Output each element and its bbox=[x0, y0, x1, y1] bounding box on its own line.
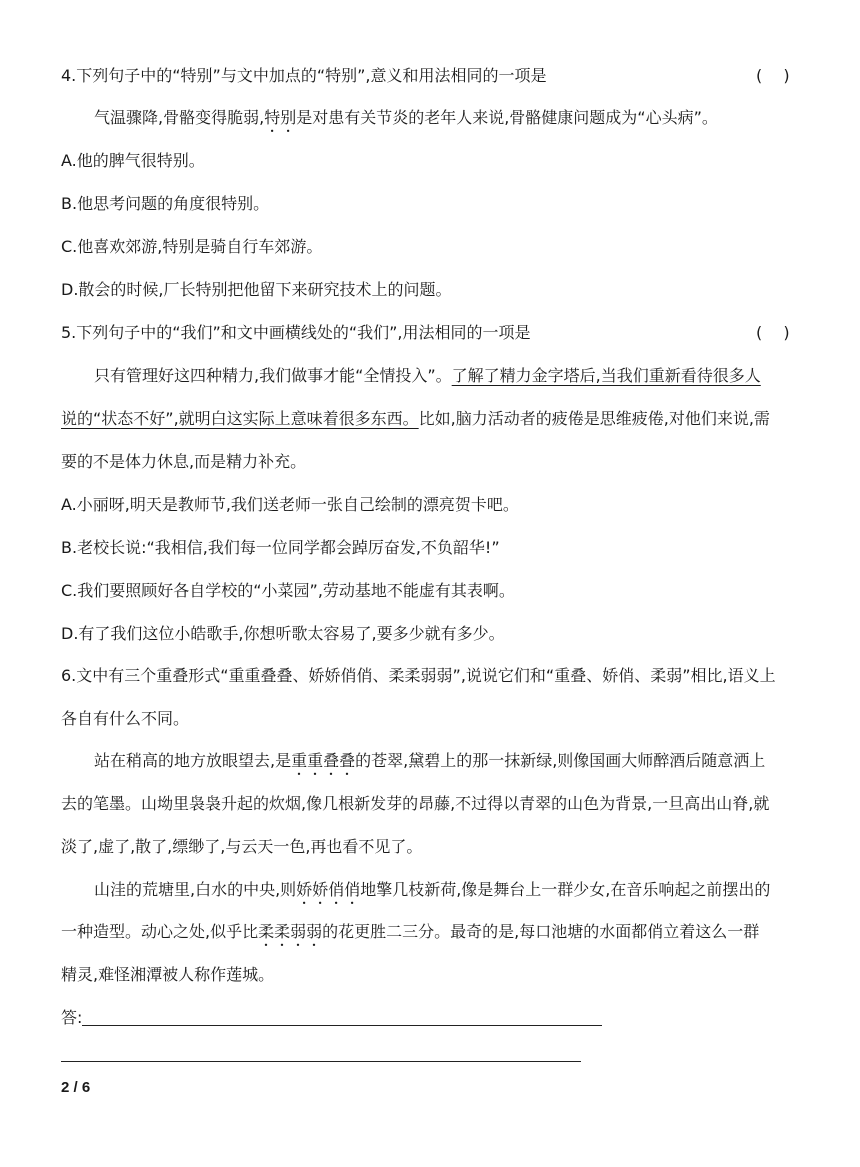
q6-passage-2-line-2 bbox=[61, 922, 759, 950]
q5-passage-line-3: 要的不是体力休息,而是精力补充。 bbox=[61, 452, 307, 471]
q4-option-b: B.他思考问题的角度很特别。 bbox=[61, 194, 270, 213]
q5-passage-line-2 bbox=[61, 409, 770, 429]
q5-underlined-text-1: 了解了精力金字塔后,当我们重新看待很多人 bbox=[451, 366, 761, 385]
q6-dotted-word-2: 娇娇俏俏 bbox=[296, 880, 361, 899]
q6-p2-l2-after: 的花更胜二三分。最奇的是,每口池塘的水面都俏立着这么一群 bbox=[322, 922, 760, 941]
answer-line-1[interactable] bbox=[82, 1025, 602, 1026]
q4-option-d: D.散会的时候,厂长特别把他留下来研究技术上的问题。 bbox=[61, 280, 452, 299]
q4-option-c: C.他喜欢郊游,特别是骑自行车郊游。 bbox=[61, 237, 323, 256]
q5-answer-bracket: ( ) bbox=[756, 323, 790, 342]
q6-stem-line-1: 6.文中有三个重叠形式“重重叠叠、娇娇俏俏、柔柔弱弱”,说说它们和“重叠、娇俏、柔弱”相比,语义上 bbox=[61, 666, 776, 685]
q5-option-a: A.小丽呀,明天是教师节,我们送老师一张自己绘制的漂亮贺卡吧。 bbox=[61, 495, 519, 514]
q4-option-a: A.他的脾气很特别。 bbox=[61, 151, 205, 170]
q6-dotted-word-3: 柔柔弱弱 bbox=[258, 922, 323, 941]
q6-p1-before: 站在稍高的地方放眼望去,是 bbox=[94, 751, 292, 770]
q6-p2-after: 地擎几枝新荷,像是舞台上一群少女,在音乐响起之前摆出的 bbox=[360, 880, 771, 899]
q6-answer-label: 答: bbox=[61, 1008, 83, 1027]
q6-dotted-word-1: 重重叠叠 bbox=[291, 751, 356, 770]
q4-stem: 4.下列句子中的“特别”与文中加点的“特别”,意义和用法相同的一项是 bbox=[61, 66, 547, 85]
q4-passage-before: 气温骤降,骨骼变得脆弱, bbox=[94, 108, 265, 127]
q6-passage-2-line-3: 精灵,难怪湘潭被人称作莲城。 bbox=[61, 965, 275, 984]
q4-dotted-word: 特别 bbox=[264, 108, 297, 127]
q4-answer-bracket: ( ) bbox=[756, 66, 790, 85]
q6-passage-1-line-3: 淡了,虚了,散了,缥缈了,与云天一色,再也看不见了。 bbox=[61, 837, 423, 856]
answer-line-2[interactable] bbox=[61, 1061, 581, 1062]
q5-option-c: C.我们要照顾好各自学校的“小菜园”,劳动基地不能虚有其表啊。 bbox=[61, 581, 515, 600]
q5-passage-continue: 比如,脑力活动者的疲倦是思维疲倦,对他们来说,需 bbox=[418, 409, 770, 428]
q6-p1-after: 的苍翠,黛碧上的那一抹新绿,则像国画大师醉酒后随意洒上 bbox=[355, 751, 766, 770]
q5-stem: 5.下列句子中的“我们”和文中画横线处的“我们”,用法相同的一项是 bbox=[61, 323, 531, 342]
q6-passage-1-line-1 bbox=[94, 751, 765, 779]
q5-passage-line-1 bbox=[94, 366, 761, 386]
page-number: 2 / 6 bbox=[61, 1079, 91, 1096]
q6-p2-before: 山洼的荒塘里,白水的中央,则 bbox=[94, 880, 297, 899]
q5-underlined-text-2: 说的“状态不好”,就明白这实际上意味着很多东西。 bbox=[61, 409, 419, 428]
q5-option-b: B.老校长说:“我相信,我们每一位同学都会踔厉奋发,不负韶华!” bbox=[61, 538, 500, 557]
q6-p2-l2-before: 一种造型。动心之处,似乎比 bbox=[61, 922, 259, 941]
q6-passage-1-line-2: 去的笔墨。山坳里袅袅升起的炊烟,像几根新发芽的昂藤,不过得以青翠的山色为背景,一旦高出山脊,就 bbox=[61, 794, 770, 813]
q6-passage-2-line-1 bbox=[94, 880, 770, 908]
q5-option-d: D.有了我们这位小皓歌手,你想听歌太容易了,要多少就有多少。 bbox=[61, 624, 505, 643]
q6-stem-line-2: 各自有什么不同。 bbox=[61, 709, 190, 728]
q4-passage bbox=[94, 108, 718, 136]
q4-passage-after: 是对患有关节炎的老年人来说,骨骼健康问题成为“心头病”。 bbox=[296, 108, 718, 127]
q5-passage-intro: 只有管理好这四种精力,我们做事才能“全情投入”。 bbox=[94, 366, 452, 385]
